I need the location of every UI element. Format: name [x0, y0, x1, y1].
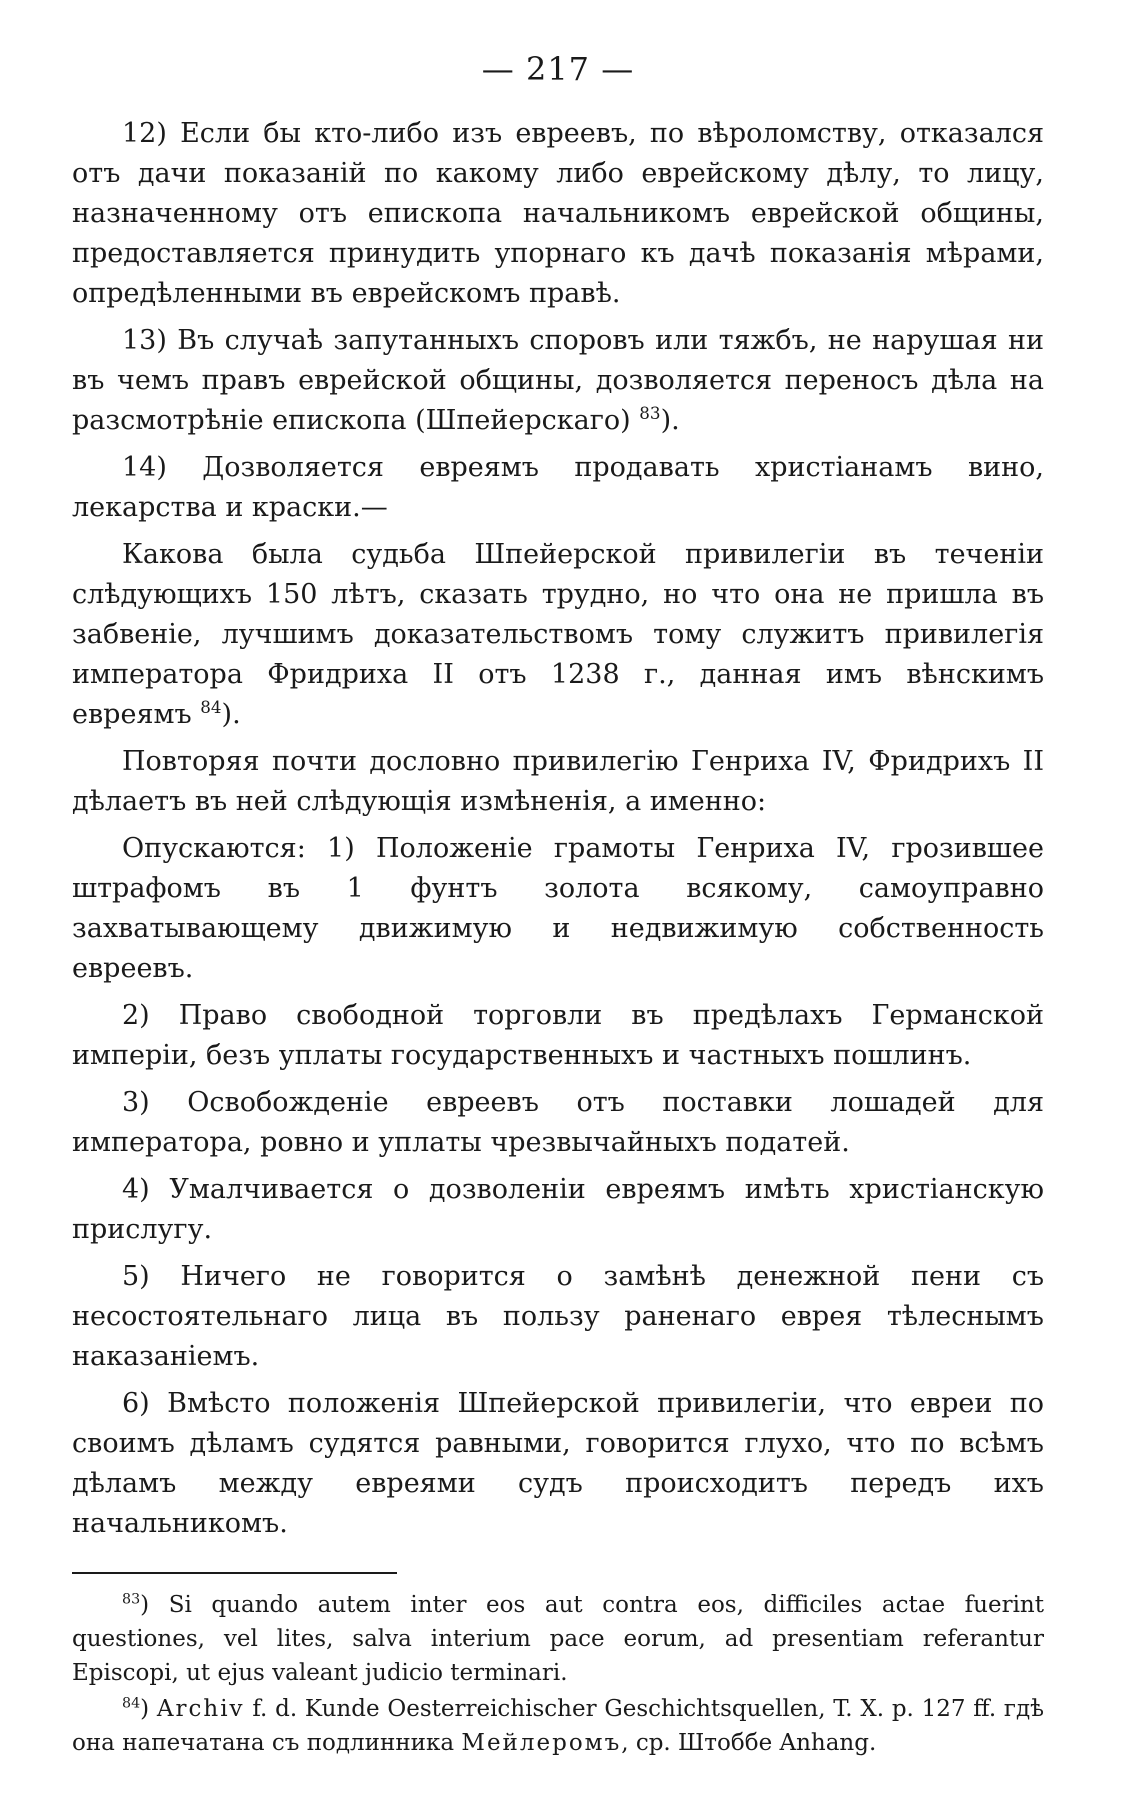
paragraph-fate-of-privilege: Какова была судьба Шпейерской привилегіи въ теченіи слѣдующихъ 150 лѣтъ, сказать трудно, но что она не пришла въ забвеніе, лучшимъ доказательствомъ тому служитъ привилегія императора Фридриха II отъ 1238 г., данная имъ вѣнскимъ евреямъ $^{84}$).: [72, 539, 1044, 731]
paragraph-omitted-2: 2) Право свободной торговли въ предѣлахъ Германской имперіи, безъ уплаты государственныхъ и частныхъ пошлинъ.: [72, 1000, 1044, 1072]
footnote-mark-83: 83: [122, 1591, 141, 1608]
spaced-word-archiv: Archiv: [156, 1696, 245, 1723]
paragraph-omitted-6: 6) Вмѣсто положенія Шпейерской привилегіи, что евреи по своимъ дѣламъ судятся равными, говорится глухо, что по всѣмъ дѣламъ между евреями судъ происходитъ передъ ихъ начальникомъ.: [72, 1388, 1044, 1540]
paragraph-clause-14: 14) Дозволяется евреямъ продавать христіанамъ вино, лекарства и краски.—: [72, 452, 1044, 524]
paragraph-clause-12: 12) Если бы кто-либо изъ евреевъ, по вѣроломству, отказался отъ дачи показаній по какому либо еврейскому дѣлу, то лицу, назначенному отъ епископа начальникомъ еврейской общины, предоставляется принудить упорнаго къ дачѣ показанія мѣрами, опредѣленными въ еврейскомъ правѣ.: [72, 118, 1044, 310]
paragraph-omitted-3: 3) Освобожденіе евреевъ отъ поставки лошадей для императора, ровно и уплаты чрезвычайныхъ податей.: [72, 1087, 1044, 1159]
paragraph-omitted-5: 5) Ничего не говорится о замѣнѣ денежной пени съ несостоятельнаго лица въ пользу раненаго еврея тѣлеснымъ наказаніемъ.: [72, 1261, 1044, 1373]
footnote-mark-84: 84: [122, 1695, 141, 1712]
paragraph-omitted-1: Опускаются: 1) Положеніе грамоты Генриха IV, грозившее штрафомъ въ 1 фунтъ золота всякому, самоуправно захватывающему движимую и недвижимую собственность евреевъ.: [72, 833, 1044, 985]
paragraph-changes-intro: Повторяя почти дословно привилегію Генриха IV, Фридрихъ II дѣлаетъ въ ней слѣдующія измѣненія, а именно:: [72, 746, 1044, 818]
footnote-83: $^{83}$) Si quando autem inter eos aut contra eos, difficiles actae fuerint questiones, vel lites, salva interium pace eorum, ad presentiam referantur Episcopi, ut ejus valeant judicio terminari.: [72, 1591, 1044, 1687]
footnote-ref-84[interactable]: 84: [200, 697, 222, 718]
paragraph-clause-13: 13) Въ случаѣ запутанныхъ споровъ или тяжбъ, не нарушая ни въ чемъ правъ еврейской общины, дозволяется переносъ дѣла на разсмотрѣніе епископа (Шпейерскаго) $^{83}$).: [72, 325, 1044, 437]
page-number: — 217 —: [481, 50, 635, 88]
footnote-ref-83[interactable]: 83: [639, 403, 661, 424]
footnote-divider: [72, 1572, 397, 1574]
spaced-word-meiler: Мейлеромъ: [461, 1730, 622, 1757]
footnote-84: $^{84}$) Archiv f. d. Kunde Oesterreichischer Geschichtsquellen, T. X. p. 127 ff. гдѣ она напечатана съ подлинника Мейлеромъ, ср. Штоббе Anhang.: [72, 1695, 1044, 1757]
main-text: [72, 114, 1044, 1544]
paragraph-omitted-4: 4) Умалчивается о дозволеніи евреямъ имѣть христіанскую прислугу.: [72, 1174, 1044, 1246]
footnotes: [72, 1588, 1044, 1760]
